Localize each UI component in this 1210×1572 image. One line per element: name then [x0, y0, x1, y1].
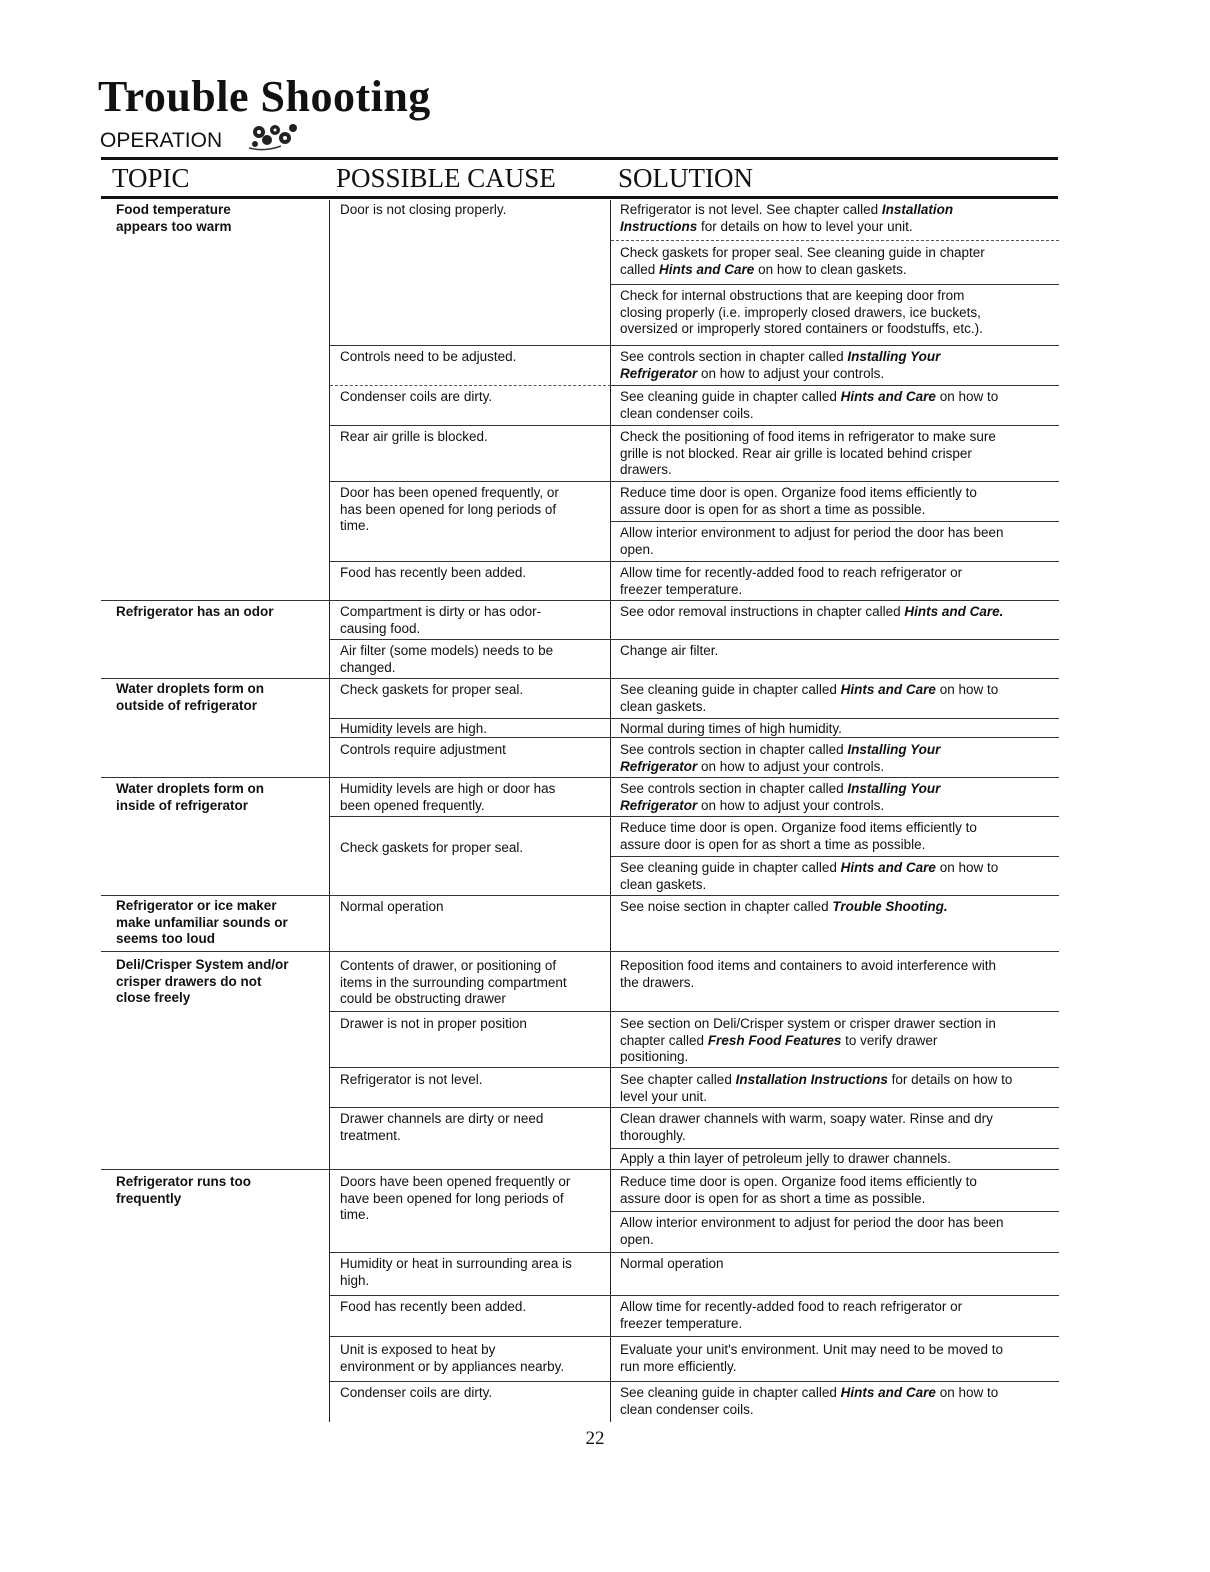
solution-cell: Evaluate your unit's environment. Unit may need to be moved to run more efficiently. [620, 1342, 1004, 1374]
topic-cell: Water droplets form on outside of refrigerator [116, 681, 265, 713]
row-divider [330, 345, 611, 346]
column-header-solution: SOLUTION [618, 163, 753, 193]
row-divider [611, 639, 1059, 640]
solution-cell: See controls section in chapter called Installing Your Refrigerator on how to adjust your controls. [620, 742, 941, 774]
row-divider [611, 345, 1059, 346]
cause-cell: Check gaskets for proper seal. [340, 682, 524, 697]
cause-cell: Door has been opened frequently, or has been opened for long periods of time. [340, 485, 559, 533]
row-divider [611, 1067, 1059, 1068]
row-divider [611, 1107, 1059, 1108]
row-divider [330, 639, 611, 640]
cause-cell: Controls require adjustment [340, 742, 506, 757]
row-divider [330, 895, 611, 896]
row-divider [611, 385, 1059, 386]
topic-cell: Deli/Crisper System and/or crisper drawers do not close freely [116, 957, 289, 1005]
solution-cell: Apply a thin layer of petroleum jelly to drawer channels. [620, 1151, 951, 1166]
cause-cell: Rear air grille is blocked. [340, 429, 488, 444]
row-divider [330, 777, 611, 778]
cause-cell: Compartment is dirty or has odor- causing food. [340, 604, 542, 636]
row-divider [611, 1252, 1059, 1253]
row-divider [611, 678, 1059, 679]
page-title: Trouble Shooting [98, 72, 431, 121]
row-divider [330, 951, 611, 952]
row-divider [611, 521, 1059, 522]
row-divider [330, 678, 611, 679]
row-divider [330, 1067, 611, 1068]
row-divider [611, 1295, 1059, 1296]
column-header-topic: TOPIC [112, 163, 190, 193]
column-divider [610, 200, 611, 1422]
row-divider [330, 1107, 611, 1108]
row-divider [611, 777, 1059, 778]
row-divider [330, 1011, 611, 1012]
section-subtitle: OPERATION [100, 129, 223, 152]
solution-cell: Allow interior environment to adjust for period the door has been open. [620, 1215, 1004, 1247]
solution-cell: Allow time for recently-added food to reach refrigerator or freezer temperature. [620, 1299, 963, 1331]
cause-cell: Condenser coils are dirty. [340, 1385, 493, 1400]
row-divider [101, 951, 331, 952]
column-header-rule [101, 196, 1058, 199]
solution-cell: See cleaning guide in chapter called Hints and Care on how to clean gaskets. [620, 682, 999, 714]
column-header-cause: POSSIBLE CAUSE [336, 163, 556, 193]
row-divider [330, 1381, 611, 1382]
cause-cell: Controls need to be adjusted. [340, 349, 517, 364]
solution-cell: Check the positioning of food items in refrigerator to make sure grille is not blocked. Rear air grille is located behind crisper drawers. [620, 429, 996, 477]
topic-cell: Refrigerator or ice maker make unfamiliar sounds or seems too loud [116, 898, 288, 946]
solution-cell: Reposition food items and containers to avoid interference with the drawers. [620, 958, 996, 990]
solution-cell: Check for internal obstructions that are keeping door from closing properly (i.e. improperly closed drawers, ice buckets, oversized or improperly stored containers or foodstuffs, etc.). [620, 288, 983, 336]
row-divider [611, 284, 1059, 285]
row-divider [330, 1295, 611, 1296]
row-divider [611, 951, 1059, 952]
row-divider [330, 600, 611, 601]
cause-cell: Food has recently been added. [340, 565, 527, 580]
cause-cell: Check gaskets for proper seal. [340, 840, 524, 855]
solution-cell: Refrigerator is not level. See chapter called Installation Instructions for details on how to level your unit. [620, 202, 954, 234]
cause-cell: Food has recently been added. [340, 1299, 527, 1314]
row-divider [611, 1381, 1059, 1382]
row-divider [330, 425, 611, 426]
topic-cell: Refrigerator has an odor [116, 604, 274, 619]
cause-cell: Condenser coils are dirty. [340, 389, 493, 404]
cause-cell: Contents of drawer, or positioning of items in the surrounding compartment could be obstructing drawer [340, 958, 567, 1006]
solution-cell: Normal during times of high humidity. [620, 721, 842, 736]
solution-cell: See cleaning guide in chapter called Hints and Care on how to clean gaskets. [620, 860, 999, 892]
solution-cell: See chapter called Installation Instructions for details on how to level your unit. [620, 1072, 1013, 1104]
cause-cell: Drawer is not in proper position [340, 1016, 527, 1031]
solution-cell: Reduce time door is open. Organize food items efficiently to assure door is open for as short a time as possible. [620, 485, 977, 517]
row-divider [611, 1148, 1059, 1149]
row-divider [330, 1169, 611, 1170]
solution-cell: See cleaning guide in chapter called Hints and Care on how to clean condenser coils. [620, 389, 999, 421]
solution-cell: Change air filter. [620, 643, 719, 658]
solution-cell: See odor removal instructions in chapter called Hints and Care. [620, 604, 1004, 619]
solution-cell: Check gaskets for proper seal. See cleaning guide in chapter called Hints and Care on how to clean gaskets. [620, 245, 985, 277]
row-divider [330, 385, 611, 386]
solution-cell: Reduce time door is open. Organize food items efficiently to assure door is open for as short a time as possible. [620, 1174, 977, 1206]
solution-cell: Allow time for recently-added food to reach refrigerator or freezer temperature. [620, 565, 963, 597]
row-divider [330, 1252, 611, 1253]
solution-cell: Reduce time door is open. Organize food items efficiently to assure door is open for as short a time as possible. [620, 820, 977, 852]
cause-cell: Humidity levels are high or door has been opened frequently. [340, 781, 556, 813]
row-divider [101, 777, 331, 778]
solution-cell: Allow interior environment to adjust for period the door has been open. [620, 525, 1004, 557]
row-divider [330, 816, 611, 817]
row-divider [330, 481, 611, 482]
row-divider [101, 678, 331, 679]
solution-cell: See noise section in chapter called Trouble Shooting. [620, 899, 948, 914]
solution-cell: Normal operation [620, 1256, 724, 1271]
row-divider [611, 600, 1059, 601]
row-divider [330, 718, 611, 719]
cause-cell: Unit is exposed to heat by environment or by appliances nearby. [340, 1342, 565, 1374]
column-divider [329, 200, 330, 1422]
row-divider [611, 1011, 1059, 1012]
cause-cell: Air filter (some models) needs to be changed. [340, 643, 554, 675]
row-divider [611, 1211, 1059, 1212]
row-divider [611, 561, 1059, 562]
cause-cell: Normal operation [340, 899, 444, 914]
solution-cell: Clean drawer channels with warm, soapy water. Rinse and dry thoroughly. [620, 1111, 993, 1143]
cause-cell: Humidity or heat in surrounding area is high. [340, 1256, 572, 1288]
page-number: 22 [585, 1428, 605, 1449]
row-divider [611, 816, 1059, 817]
row-divider [611, 1336, 1059, 1337]
row-divider [611, 895, 1059, 896]
cause-cell: Humidity levels are high. [340, 721, 488, 736]
flower-ornament-icon [245, 118, 303, 154]
row-divider [101, 895, 331, 896]
solution-cell: See controls section in chapter called Installing Your Refrigerator on how to adjust your controls. [620, 781, 941, 813]
solution-cell: See section on Deli/Crisper system or crisper drawer section in chapter called Fresh Food Features to verify drawer positioning. [620, 1016, 996, 1064]
row-divider [101, 600, 331, 601]
solution-cell: See controls section in chapter called Installing Your Refrigerator on how to adjust your controls. [620, 349, 941, 381]
cause-cell: Drawer channels are dirty or need treatment. [340, 1111, 544, 1143]
header-rule [101, 157, 1058, 160]
row-divider [611, 1169, 1059, 1170]
row-divider [611, 856, 1059, 857]
row-divider [611, 425, 1059, 426]
row-divider [611, 240, 1059, 241]
topic-cell: Refrigerator runs too frequently [116, 1174, 252, 1206]
row-divider [101, 1169, 331, 1170]
row-divider [330, 1336, 611, 1337]
solution-cell: See cleaning guide in chapter called Hints and Care on how to clean condenser coils. [620, 1385, 999, 1417]
row-divider [611, 481, 1059, 482]
cause-cell: Door is not closing properly. [340, 202, 507, 217]
topic-cell: Food temperature appears too warm [116, 202, 232, 234]
cause-cell: Refrigerator is not level. [340, 1072, 483, 1087]
row-divider [611, 718, 1059, 719]
topic-cell: Water droplets form on inside of refrigerator [116, 781, 265, 813]
cause-cell: Doors have been opened frequently or have been opened for long periods of time. [340, 1174, 571, 1222]
row-divider [330, 561, 611, 562]
